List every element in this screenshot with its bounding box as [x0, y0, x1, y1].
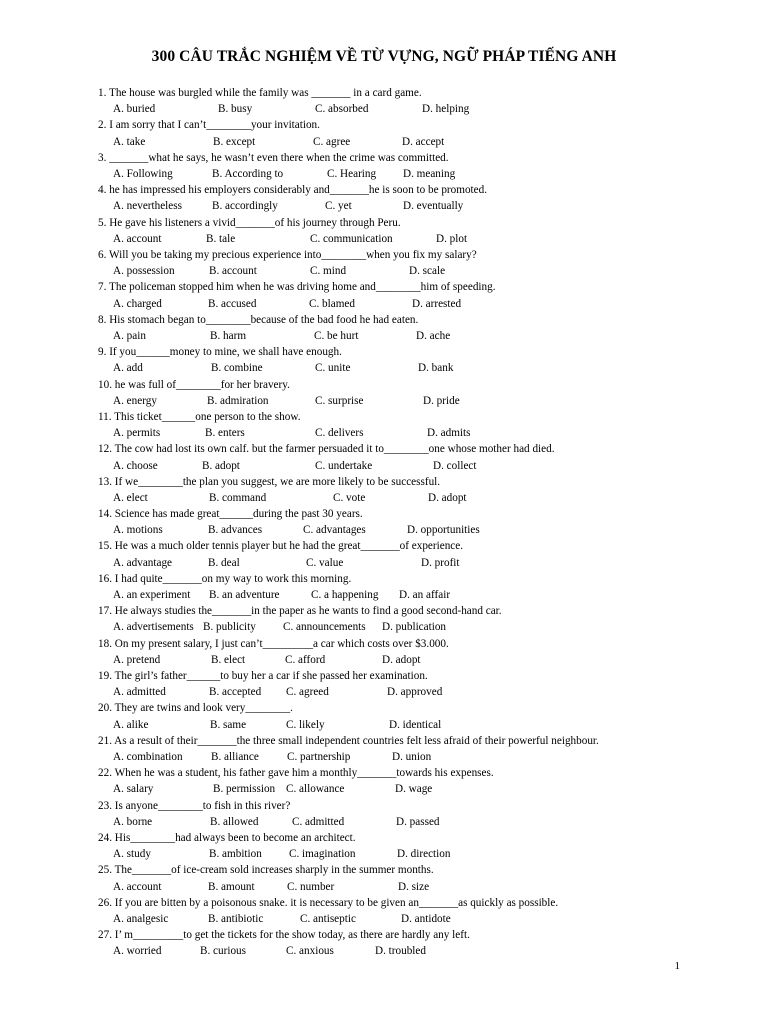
- question-text: 9. If you______money to mine, we shall have enough.: [98, 346, 342, 359]
- answer-options: [98, 166, 658, 182]
- answer-option: B. enters: [205, 427, 245, 440]
- answer-option: D. wage: [395, 783, 433, 796]
- answer-option: B. an adventure: [209, 589, 280, 602]
- answer-option: C. imagination: [289, 848, 356, 861]
- answer-option: D. scale: [409, 265, 446, 278]
- answer-option: A. advantage: [113, 556, 173, 569]
- answer-option: D. opportunities: [407, 524, 480, 537]
- answer-option: C. a happening: [311, 589, 379, 602]
- answer-option: D. adopt: [428, 491, 467, 504]
- answer-options: [98, 393, 658, 409]
- answer-option: A. charged: [113, 297, 162, 310]
- answer-option: C. advantages: [303, 524, 366, 537]
- answer-option: C. surprise: [315, 394, 364, 407]
- answer-option: A. salary: [113, 783, 154, 796]
- answer-option: A. energy: [113, 394, 157, 407]
- question-text: 14. Science has made great______during the past 30 years.: [98, 508, 363, 521]
- answer-option: B. busy: [218, 103, 253, 116]
- answer-option: B. publicity: [203, 621, 256, 634]
- answer-option: C. communication: [310, 232, 393, 245]
- answer-options: [98, 587, 658, 603]
- answer-option: B. allowed: [210, 815, 259, 828]
- answer-options: [98, 846, 658, 862]
- answer-option: D. union: [392, 751, 432, 764]
- answer-option: D. plot: [436, 232, 468, 245]
- question-text: 6. Will you be taking my precious experience into________when you fix my salary?: [98, 248, 477, 261]
- question-text: 23. Is anyone________to fish in this river?: [98, 799, 291, 812]
- answer-option: D. identical: [389, 718, 442, 731]
- answer-options: [98, 911, 658, 927]
- answer-option: D. bank: [418, 362, 454, 375]
- answer-option: A. study: [113, 848, 151, 861]
- answer-options: [98, 781, 658, 797]
- answer-option: C. number: [287, 880, 335, 893]
- answer-options: [98, 360, 658, 376]
- answer-option: A. admitted: [113, 686, 166, 699]
- answer-options: [98, 717, 658, 733]
- question-text: 13. If we________the plan you suggest, we are more likely to be successful.: [98, 475, 441, 488]
- answer-option: C. blamed: [309, 297, 355, 310]
- answer-options: [98, 522, 658, 538]
- answer-option: D. collect: [433, 459, 477, 472]
- answer-option: C. vote: [333, 491, 366, 504]
- answer-option: B. harm: [210, 329, 247, 342]
- answer-option: B. curious: [200, 945, 246, 958]
- answer-option: A. buried: [113, 103, 156, 116]
- answer-options: [98, 425, 658, 441]
- answer-option: A. an experiment: [113, 589, 191, 602]
- answer-option: D. approved: [387, 686, 443, 699]
- question-text: 4. he has impressed his employers considerably and_______he is soon to be promoted.: [98, 184, 488, 197]
- answer-option: A. take: [113, 135, 146, 148]
- answer-option: A. add: [113, 362, 143, 375]
- question-text: 8. His stomach began to________because of the bad food he had eaten.: [98, 313, 419, 326]
- answer-option: D. pride: [423, 394, 460, 407]
- question-text: 10. he was full of________for her bravery.: [98, 378, 290, 391]
- answer-option: D. an affair: [399, 589, 451, 602]
- answer-option: A. possession: [113, 265, 175, 278]
- answer-option: B. accordingly: [212, 200, 278, 213]
- answer-options: [98, 555, 658, 571]
- page-number: 1: [674, 960, 680, 972]
- answer-option: B. same: [210, 718, 247, 731]
- question-text: 21. As a result of their_______the three small independent countries felt less afraid of their powerful neighbour.: [98, 734, 599, 747]
- answer-option: A. choose: [113, 459, 158, 472]
- answer-option: C. agree: [313, 135, 351, 148]
- answer-options: [98, 749, 658, 765]
- answer-options: [98, 943, 658, 959]
- answer-options: [98, 458, 658, 474]
- answer-options: [98, 814, 658, 830]
- question-text: 2. I am sorry that I can’t________your invitation.: [98, 119, 320, 132]
- answer-option: C. Hearing: [327, 167, 377, 180]
- answer-options: [98, 619, 658, 635]
- answer-options: [98, 879, 658, 895]
- answer-option: C. antiseptic: [300, 912, 356, 925]
- answer-option: B. accused: [208, 297, 257, 310]
- answer-option: B. accepted: [209, 686, 262, 699]
- answer-option: C. undertake: [315, 459, 373, 472]
- answer-option: B. combine: [211, 362, 263, 375]
- answer-option: C. be hurt: [314, 329, 359, 342]
- answer-option: A. permits: [113, 427, 161, 440]
- answer-option: D. meaning: [403, 167, 456, 180]
- answer-option: D. profit: [421, 556, 460, 569]
- answer-option: B. advances: [208, 524, 263, 537]
- answer-options: [98, 652, 658, 668]
- answer-option: A. pretend: [113, 653, 161, 666]
- answer-options: [98, 263, 658, 279]
- answer-option: C. value: [306, 556, 344, 569]
- answer-option: C. anxious: [286, 945, 334, 958]
- answer-option: B. permission: [213, 783, 276, 796]
- answer-option: B. elect: [211, 653, 246, 666]
- answer-option: C. delivers: [315, 427, 364, 440]
- question-text: 26. If you are bitten by a poisonous snake. it is necessary to be given an_______as quickly as possible.: [98, 896, 559, 909]
- answer-option: C. agreed: [286, 686, 329, 699]
- answer-option: A. borne: [113, 815, 153, 828]
- question-text: 3. _______what he says, he wasn’t even there when the crime was committed.: [98, 151, 449, 164]
- answer-option: D. accept: [402, 135, 445, 148]
- answer-option: A. alike: [113, 718, 149, 731]
- answer-option: A. account: [113, 880, 162, 893]
- answer-option: C. allowance: [286, 783, 345, 796]
- question-text: 17. He always studies the_______in the paper as he wants to find a good second-hand car.: [98, 605, 502, 618]
- answer-option: A. analgesic: [113, 912, 169, 925]
- answer-option: A. worried: [113, 945, 162, 958]
- question-text: 22. When he was a student, his father gave him a monthly_______towards his expenses.: [98, 767, 494, 780]
- answer-option: A. combination: [113, 751, 183, 764]
- answer-option: B. antibiotic: [208, 912, 264, 925]
- answer-option: B. except: [213, 135, 256, 148]
- answer-option: D. adopt: [382, 653, 421, 666]
- answer-option: C. partnership: [287, 751, 351, 764]
- answer-option: A. motions: [113, 524, 163, 537]
- answer-options: [98, 134, 658, 150]
- answer-option: C. announcements: [283, 621, 366, 634]
- answer-option: D. arrested: [412, 297, 462, 310]
- question-text: 19. The girl’s father______to buy her a car if she passed her examination.: [98, 670, 428, 683]
- answer-options: [98, 490, 658, 506]
- answer-options: [98, 101, 658, 117]
- answer-option: D. antidote: [401, 912, 451, 925]
- answer-option: A. pain: [113, 329, 146, 342]
- answer-option: B. account: [209, 265, 257, 278]
- answer-option: D. ache: [416, 329, 451, 342]
- answer-options: [98, 684, 658, 700]
- question-text: 7. The policeman stopped him when he was driving home and________him of speeding.: [98, 281, 496, 294]
- question-text: 27. I’ m_________to get the tickets for the show today, as there are hardly any left.: [98, 929, 470, 942]
- answer-option: C. afford: [285, 653, 326, 666]
- answer-option: A. elect: [113, 491, 148, 504]
- answer-option: C. mind: [310, 265, 347, 278]
- question-text: 1. The house was burgled while the family was _______ in a card game.: [98, 87, 422, 99]
- answer-option: B. alliance: [211, 751, 259, 764]
- answer-option: D. eventually: [403, 200, 464, 213]
- answer-option: A. nevertheless: [113, 200, 182, 213]
- answer-option: D. direction: [397, 848, 451, 861]
- answer-option: D. helping: [422, 103, 470, 116]
- answer-option: C. unite: [315, 362, 351, 375]
- answer-option: D. passed: [396, 815, 440, 828]
- answer-option: B. adopt: [202, 459, 240, 472]
- answer-option: D. troubled: [375, 945, 426, 958]
- answer-option: A. account: [113, 232, 162, 245]
- question-text: 25. The_______of ice-cream sold increases sharply in the summer months.: [98, 864, 434, 877]
- answer-option: B. deal: [208, 556, 240, 569]
- answer-option: A. advertisements: [113, 621, 194, 634]
- answer-option: B. amount: [208, 880, 255, 893]
- answer-options: [98, 198, 658, 214]
- answer-options: [98, 231, 658, 247]
- answer-option: C. yet: [325, 200, 352, 213]
- answer-options: [98, 296, 658, 312]
- question-text: 20. They are twins and look very________.: [98, 702, 293, 715]
- question-text: 15. He was a much older tennis player but he had the great_______of experience.: [98, 540, 464, 553]
- question-text: 18. On my present salary, I just can’t_________a car which costs over $3.000.: [98, 637, 449, 650]
- question-text: 24. His________had always been to become an architect.: [98, 831, 356, 844]
- answer-option: C. absorbed: [315, 103, 369, 116]
- page-title: 300 CÂU TRẮC NGHIỆM VỀ TỪ VỰNG, NGỮ PHÁP TIẾNG ANH: [151, 48, 617, 65]
- answer-option: B. command: [209, 491, 267, 504]
- question-list: [98, 85, 658, 960]
- question-text: 16. I had quite_______on my way to work this morning.: [98, 572, 352, 585]
- answer-option: B. admiration: [207, 394, 269, 407]
- question-text: 11. This ticket______one person to the show.: [98, 410, 301, 423]
- question-text: 5. He gave his listeners a vivid_______of his journey through Peru.: [98, 216, 401, 229]
- answer-option: D. admits: [427, 427, 471, 440]
- answer-option: A. Following: [113, 167, 173, 180]
- answer-option: B. tale: [206, 232, 236, 245]
- answer-options: [98, 328, 658, 344]
- answer-option: B. According to: [212, 167, 284, 180]
- question-text: 12. The cow had lost its own calf. but the farmer persuaded it to________one whose mother had died.: [98, 443, 555, 456]
- answer-option: C. admitted: [292, 815, 345, 828]
- answer-option: B. ambition: [209, 848, 262, 861]
- answer-option: C. likely: [286, 718, 325, 731]
- answer-option: D. publication: [382, 621, 447, 634]
- answer-option: D. size: [398, 880, 430, 893]
